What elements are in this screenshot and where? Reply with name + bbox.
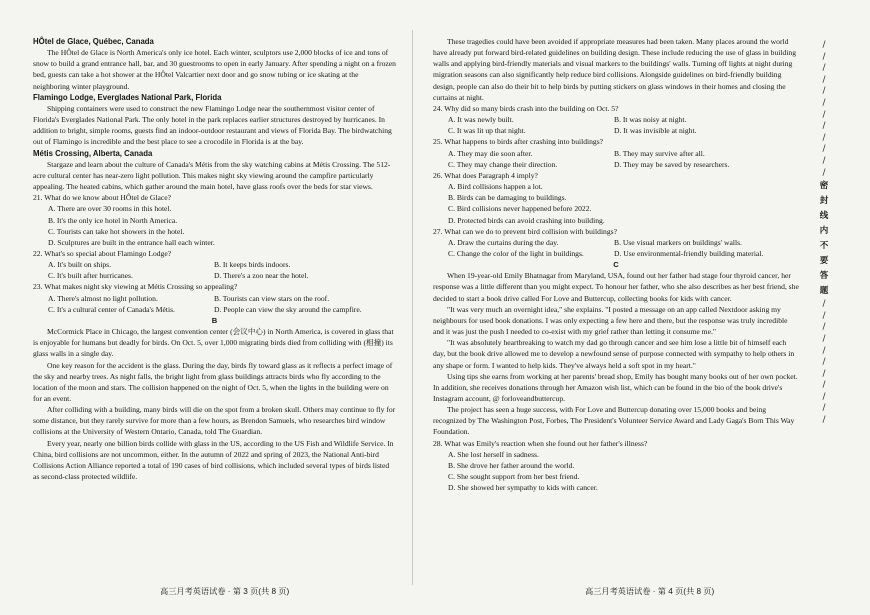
seal-line-mark: / (822, 380, 826, 391)
q27-option-d: D. Use environmental-friendly building material. (614, 248, 764, 258)
section-c-heading: C (613, 260, 619, 270)
q27-options-row-2 (433, 248, 799, 259)
seal-line-mark: / (822, 368, 826, 379)
page-4-footer: 高三月考英语试卷 · 第 4 页(共 8 页) (585, 587, 715, 596)
q27-options-row-1 (433, 237, 799, 248)
q28-option-a: A. She lost herself in sadness. (448, 449, 539, 459)
q22-options-row-2 (33, 270, 396, 281)
q27-option-b: B. Use visual markers on buildings' walls. (614, 237, 742, 247)
seal-line-mark: / (822, 357, 826, 368)
passage-c-paragraph-1: When 19-year-old Emily Bhatnagar from Maryland, USA, found out her father had stage four thyroid cancer, her response was a little different than you might expect. To honour her father, who she also describes as her best friend, she decided to start a book drive called For Love and Buttercup, collecting books for kids with cancer. (433, 271, 799, 303)
seal-line-mark: / (822, 63, 826, 74)
section-b-heading: B (211, 315, 218, 325)
q24-option-b: B. It was noisy at night. (614, 115, 687, 125)
q24-options-row-2 (433, 125, 799, 136)
q21-option-c: C. Tourists can take hot showers in the hotel. (48, 226, 185, 236)
q21-option-a: A. There are over 30 rooms in this hotel. (48, 204, 172, 214)
seal-line-mark: / (822, 51, 826, 62)
seal-line-mark: / (822, 144, 826, 155)
seal-line-mark: / (822, 121, 826, 132)
q25-option-d: D. They may be saved by researchers. (614, 159, 730, 169)
seal-line-mark: / (822, 322, 826, 333)
q28-option-d: D. She showed her sympathy to kids with cancer. (448, 483, 598, 493)
seal-line-mark: / (822, 415, 826, 426)
seal-line-mark: / (822, 40, 826, 50)
page-4-column (433, 36, 799, 493)
seal-text-char: 内 (819, 226, 829, 237)
question-21: 21. What do we know about HÔtel de Glace? (33, 193, 171, 203)
q27-option-c: C. Change the color of the light in buildings. (448, 248, 584, 258)
q22-options-row-1 (33, 259, 396, 270)
q25-options-row-2 (433, 159, 799, 170)
q25-option-a: A. They may die soon after. (448, 148, 533, 158)
q25-option-c: C. They may change their direction. (448, 159, 558, 169)
seal-line-mark: / (822, 391, 826, 402)
q21-option-d: D. Sculptures are built in the entrance hall each winter. (48, 237, 215, 247)
q22-option-b: B. It keeps birds indoors. (214, 260, 291, 270)
passage-b-paragraph-2: One key reason for the accident is the glass. During the day, birds fly toward glass as it reflects a perfect image of the sky and nearby trees. As night falls, the bright light from glass buildings attracts birds who fly according to the location of the moon and stars. The collision happened on the night of Oct. 5, when the lights in the building were on for an event. (33, 360, 393, 403)
page-divider (412, 30, 413, 585)
q22-option-a: A. It's built on ships. (48, 260, 111, 270)
seal-line-mark: / (822, 86, 826, 97)
seal-line-mark: / (822, 333, 826, 344)
flamingo-lodge-text: Shipping containers were used to construct the new Flamingo Lodge near the southernmost visitor center of Florida's Everglades National Park. The only hotel in the park replaces earlier structures destroyed by hurricanes. In addition to bright, simple rooms, guests find an indoor-outdoor restaurant and views of Florida Bay. The birdwatching out of Flamingo is incredible and the best place to see a crocodile in Florida is at the bay. (33, 103, 392, 147)
seal-text-char: 要 (819, 256, 829, 267)
question-22: 22. What's so special about Flamingo Lodge? (33, 248, 172, 258)
q24-option-d: D. It was invisible at night. (614, 126, 697, 136)
question-26: 26. What does Paragraph 4 imply? (433, 170, 538, 180)
question-23: 23. What makes night sky viewing at Métis Crossing so appealing? (33, 282, 238, 292)
question-25: 25. What happens to birds after crashing into buildings? (433, 137, 604, 147)
passage-c-paragraph-4: Using tips she earns from working at her parents' bread shop, Emily has bought many books out of her own pocket. In addition, she receives donations through her Amazon wish list, which can be found in the bio of the book drive's Instagram account, @ forloveandbuttercup. (433, 371, 798, 403)
q23-options-row-2 (33, 304, 396, 315)
q27-option-a: A. Draw the curtains during the day. (448, 237, 559, 247)
q26-option-b: B. Birds can be damaging to buildings. (448, 193, 567, 203)
question-28: 28. What was Emily's reaction when she found out her father's illness? (433, 438, 648, 448)
q26-option-c: C. Bird collisions never happened before 2022. (448, 204, 592, 214)
passage-b-paragraph-3: After colliding with a building, many birds will die on the spot from a broken skull. Others may continue to fly for some distance, but they rarely survive for more than a few hours, as Brendon Samuels, who researches bird window collisions at the University of Western Ontario, Canada, told The Guardian. (33, 405, 396, 437)
page-3-column (33, 36, 396, 482)
seal-text-char: 线 (819, 211, 829, 222)
seal-text-char: 不 (819, 241, 829, 252)
q24-option-a: A. It was newly built. (448, 115, 514, 125)
hotel-de-glace-text: The HÔtel de Glace is North America's only ice hotel. Each winter, sculptors use 2,000 blocks of ice and tons of snow to build a grand entrance hall, bar, and 30 guestrooms to open in early January. After spending a night on a frozen bed, guests can take a hot shower at the HÔtel Valcartier next door and go snow tubing or ice skating at the neighboring winter playground. (33, 48, 396, 91)
q23-options-row-1 (33, 293, 396, 304)
seal-line-mark: / (822, 310, 826, 321)
metis-crossing-text: Stargaze and learn about the culture of Canada's Métis from the sky watching cabins at Métis Crossing. The 512-acre cultural center has near-zero light pollution. This makes night sky viewing around the campfire particularly appealing. The heated cabins, which gather around the main hotel, have glass roofs over the beds for star views. (33, 159, 391, 192)
seal-line-mark: / (822, 167, 826, 178)
passage-c-paragraph-3: "It was absolutely heartbreaking to watch my dad go through cancer and see him lose a little bit of himself each day, but the book drive allowed me to develop a newfound sense of purpose connected with sympathy to help others in any shape or form. I wanted to help kids. They've always held a soft spot in my heart." (433, 338, 795, 370)
passage-c-paragraph-2: "It was very much an overnight idea," she explains. "I posted a message on an app called Nextdoor asking my neighbours for used book donations. I was only expecting a few here and there, but the response was truly incredible and it was just the push I needed to co-exist with my grief rather than letting it consume me." (433, 304, 788, 337)
q21-option-b: B. It's the only ice hotel in North America. (48, 215, 178, 225)
q25-options-row-1 (433, 148, 799, 159)
passage-b-paragraph-4: Every year, nearly one billion birds collide with glass in the US, according to the US Fish and Wildlife Service. In China, bird collisions are not uncommon, either. In the autumn of 2022 and spring of 2023, the National Anti-bird Collisions Action Alliance reported a total of 190 cases of bird collisions, which included several types of birds listed as second-class protected wildlife. (33, 438, 394, 482)
seal-text-char: 封 (819, 196, 829, 207)
q22-option-d: D. There's a zoo near the hotel. (214, 271, 309, 281)
q26-option-d: D. Protected birds can avoid crashing into building. (448, 215, 605, 225)
seal-line-mark: / (822, 132, 826, 143)
passage-c-paragraph-5: The project has seen a huge success, with For Love and Buttercup donating over 15,000 books and being recognized by The Washington Post, Forbes, The President's Volunteer Service Award and Lady Gaga's Born This Way Foundation. (433, 405, 795, 437)
seal-line-mark: / (822, 345, 826, 356)
q23-option-b: B. Tourists can view stars on the roof. (214, 293, 330, 303)
q23-option-a: A. There's almost no light pollution. (48, 293, 158, 303)
passage-b-paragraph-5: These tragedies could have been avoided if appropriate measures had been taken. Many places around the world have already put forward bird-related guidelines on building design. These include reducing the use of glass in building walls and applying bird-friendly materials and visual markers to the buildings' walls. Turning off lights at night during migration seasons can also significantly help reduce bird collisions. Alongside guidelines on bird-friendly building design, people can also do their bit to help birds by putting stickers on glass windows in their homes and closing the curtains at night. (433, 37, 796, 102)
q24-option-c: C. It was lit up that night. (448, 126, 526, 136)
q28-option-b: B. She drove her father around the world. (448, 460, 575, 470)
q23-option-c: C. It's a cultural center of Canada's Métis. (48, 304, 175, 314)
seal-line-mark: / (822, 299, 826, 310)
q25-option-b: B. They may survive after all. (614, 148, 705, 158)
question-24: 24. Why did so many birds crash into the building on Oct. 5? (433, 103, 619, 113)
seal-line-margin (812, 40, 836, 560)
flamingo-lodge-title: Flamingo Lodge, Everglades National Park, Florida (33, 92, 222, 102)
seal-line-mark: / (822, 97, 826, 108)
seal-line-mark: / (822, 109, 826, 120)
passage-b-paragraph-1: McCormick Place in Chicago, the largest convention center (会议中心) in North America, is covered in glass that is enjoyable for humans but deadly for birds. On Oct. 5, over 1,000 migrating birds died from colliding with (相撞) its glass walls in a single day. (33, 327, 394, 359)
metis-crossing-title: Métis Crossing, Alberta, Canada (33, 148, 153, 158)
q22-option-c: C. It's built after hurricanes. (48, 271, 133, 281)
q26-option-a: A. Bird collisions happen a lot. (448, 182, 543, 192)
seal-line-mark: / (822, 403, 826, 414)
q23-option-d: D. People can view the sky around the campfire. (214, 304, 362, 314)
q28-option-c: C. She sought support from her best friend. (448, 472, 580, 482)
seal-line-mark: / (822, 155, 826, 166)
hotel-de-glace-title: HÔtel de Glace, Québec, Canada (33, 37, 154, 46)
page-3-footer: 高三月考英语试卷 · 第 3 页(共 8 页) (160, 587, 290, 596)
seal-text-char: 密 (819, 181, 829, 192)
question-27: 27. What can we do to prevent bird collision with buildings? (433, 226, 617, 236)
seal-line-mark: / (822, 74, 826, 85)
seal-text-char: 题 (819, 286, 829, 297)
seal-text-char: 答 (819, 271, 829, 282)
q24-options-row-1 (433, 114, 799, 125)
